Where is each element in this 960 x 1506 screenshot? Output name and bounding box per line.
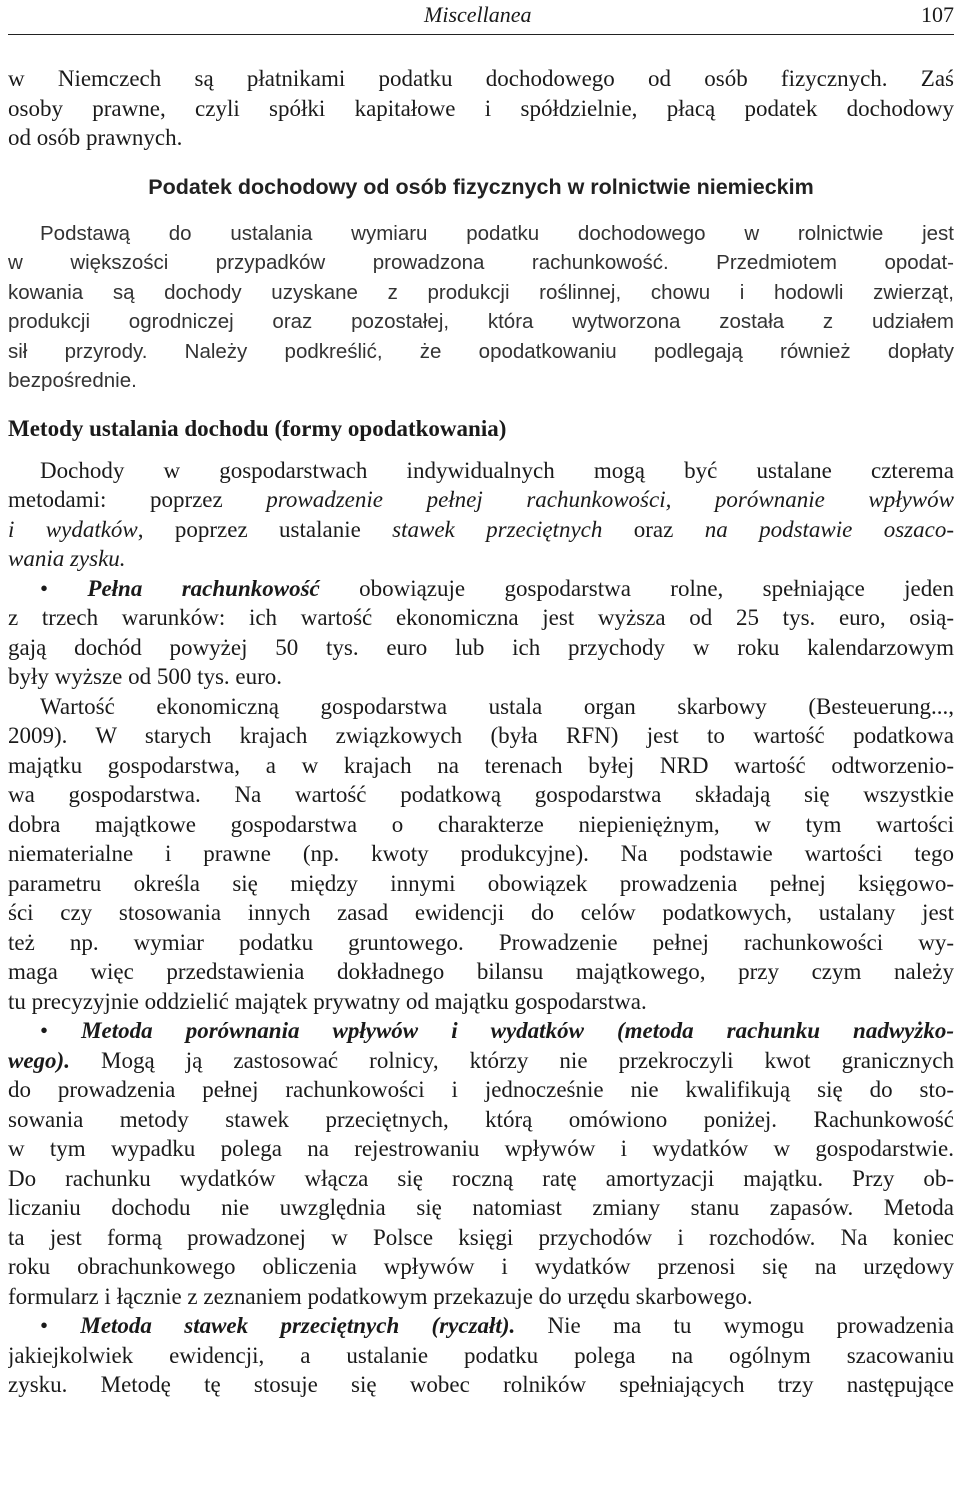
text-line: tu precyzyjnie oddzielić majątek prywatny od majątku gospodarstwa. bbox=[8, 988, 647, 1014]
subsection-heading: Metody ustalania dochodu (formy opodatkowania) bbox=[8, 415, 507, 441]
text-line: 2009). W starych krajach związkowych (była RFN) jest to wartość podatkowa bbox=[8, 723, 954, 748]
text-line: ta jest formą prowadzonej w Polsce księgi przychodów i rozchodów. Na koniec bbox=[8, 1224, 954, 1250]
text-line: w większości przypadków prowadzona rachunkowość. Przedmiotem opodat- bbox=[8, 251, 954, 274]
running-title: Miscellanea bbox=[424, 2, 532, 27]
document-page bbox=[8, 0, 954, 1506]
text-line: były wyższe od 500 tys. euro. bbox=[8, 664, 283, 689]
bullet-term: Metoda stawek przeciętnych (ryczałt). bbox=[80, 1313, 516, 1338]
text-line bbox=[8, 515, 954, 545]
bullet-line bbox=[8, 1016, 954, 1046]
text-line: Do rachunku wydatków włącza się roczną ratę amortyzacji majątku. Przy ob- bbox=[8, 1165, 954, 1191]
text-line: maga więc przedstawienia dokładnego bilansu majątkowego, przy czym należy bbox=[8, 959, 954, 984]
emphasis-text: prowadzenie pełnej rachunkowości, porównanie wpływów bbox=[266, 487, 954, 512]
text-line bbox=[8, 485, 954, 515]
text-line: produkcji ogrodniczej oraz pozostałej, która wytworzona została z udziałem bbox=[8, 310, 954, 333]
text-run: obowiązuje gospodarstwa rolne, spełniające jeden bbox=[319, 575, 954, 601]
text-line: sił przyrody. Należy podkreślić, że opodatkowaniu podlegają również dopłaty bbox=[8, 339, 954, 363]
emphasis-text: stawek przeciętnych bbox=[392, 516, 603, 542]
text-line: majątku gospodarstwa, a w krajach na terenach byłej NRD wartość odtworzenio- bbox=[8, 752, 954, 778]
page-number: 107 bbox=[921, 2, 954, 27]
running-header bbox=[8, 0, 954, 35]
text-line: ści czy stosowania innych zasad ewidencji do celów podatkowych, ustalany jest bbox=[8, 900, 954, 925]
text-line: do prowadzenia pełnej rachunkowości i jednocześnie nie kwalifikują się do sto- bbox=[8, 1077, 954, 1102]
text-line bbox=[8, 1046, 954, 1076]
text-run: oraz bbox=[602, 516, 705, 542]
text-line: z trzech warunków: ich wartość ekonomiczna jest wyższa od 25 tys. euro, osią- bbox=[8, 605, 954, 630]
emphasis-text: wania zysku. bbox=[8, 546, 126, 571]
bullet-icon: • bbox=[40, 575, 88, 601]
text-line: kowania są dochody uzyskane z produkcji roślinnej, chowu i hodowli zwierząt, bbox=[8, 280, 954, 304]
bullet-icon: • bbox=[40, 1313, 81, 1338]
text-line: od osób prawnych. bbox=[8, 125, 183, 150]
emphasis-text: i wydatków bbox=[8, 516, 138, 542]
bullet-term: Pełna rachunkowość bbox=[87, 575, 320, 601]
text-line bbox=[8, 544, 954, 574]
text-line: też np. wymiar podatku gruntowego. Prowadzenie pełnej rachunkowości wy- bbox=[8, 929, 954, 955]
text-line: wa gospodarstwa. Na wartość podatkową gospodarstwa składają się wszystkie bbox=[8, 782, 954, 807]
text-line: w tym wypadku polega na rejestrowaniu wpływów i wydatków w gospodarstwie. bbox=[8, 1136, 954, 1161]
text-line: gają dochód powyżej 50 tys. euro lub ich przychody w roku kalendarzowym bbox=[8, 634, 954, 660]
bullet-term: Metoda porównania wpływów i wydatków (metoda rachunku nadwyżko- bbox=[81, 1018, 954, 1043]
text-line: bezpośrednie. bbox=[8, 369, 137, 392]
text-line: w Niemczech są płatnikami podatku dochodowego od osób fizycznych. Zaś bbox=[8, 66, 954, 91]
bullet-term: wego). bbox=[8, 1047, 70, 1073]
text-line: Podstawą do ustalania wymiaru podatku dochodowego w rolnictwie jest bbox=[40, 221, 954, 245]
text-run: , poprzez ustalanie bbox=[137, 516, 393, 542]
text-line: parametru określa się między innymi obowiązek prowadzenia pełnej księgowo- bbox=[8, 870, 954, 896]
bullet-line bbox=[8, 1311, 954, 1341]
text-line: Dochody w gospodarstwach indywidualnych mogą być ustalane czterema bbox=[40, 457, 954, 483]
text-line: osoby prawne, czyli spółki kapitałowe i spółdzielnie, płacą podatek dochodowy bbox=[8, 95, 954, 121]
text-line: sowania metody stawek przeciętnych, którą omówiono poniżej. Rachunkowość bbox=[8, 1106, 954, 1132]
text-line: niematerialne i prawne (np. kwoty produkcyjne). Na podstawie wartości tego bbox=[8, 841, 954, 866]
text-line: dobra majątkowe gospodarstwa o charakterze niepieniężnym, w tym wartości bbox=[8, 811, 954, 837]
bullet-icon: • bbox=[40, 1018, 82, 1043]
body-text bbox=[8, 64, 954, 1400]
text-line: Wartość ekonomiczną gospodarstwa ustala organ skarbowy (Besteuerung..., bbox=[40, 693, 954, 719]
emphasis-text: na podstawie oszaco- bbox=[704, 516, 954, 542]
text-line: formularz i łącznie z zeznaniem podatkowym przekazuje do urzędu skarbowego. bbox=[8, 1283, 753, 1309]
text-line: roku obrachunkowego obliczenia wpływów i wydatków przenosi się na urzędowy bbox=[8, 1254, 954, 1279]
text-line: zysku. Metodę tę stosuje się wobec rolników spełniających trzy następujące bbox=[8, 1372, 954, 1397]
text-run: Nie ma tu wymogu prowadzenia bbox=[515, 1313, 954, 1338]
text-line: jakiejkolwiek ewidencji, a ustalanie podatku polega na ogólnym szacowaniu bbox=[8, 1342, 954, 1368]
text-run: metodami: poprzez bbox=[8, 487, 267, 512]
section-heading: Podatek dochodowy od osób fizycznych w rolnictwie niemieckim bbox=[148, 174, 814, 199]
text-run: Mogą ją zastosować rolnicy, którzy nie przekroczyli kwot granicznych bbox=[69, 1047, 954, 1073]
bullet-line bbox=[8, 574, 954, 604]
text-line: liczaniu dochodu nie uwzględnia się natomiast zmiany stanu zapasów. Metoda bbox=[8, 1195, 954, 1220]
